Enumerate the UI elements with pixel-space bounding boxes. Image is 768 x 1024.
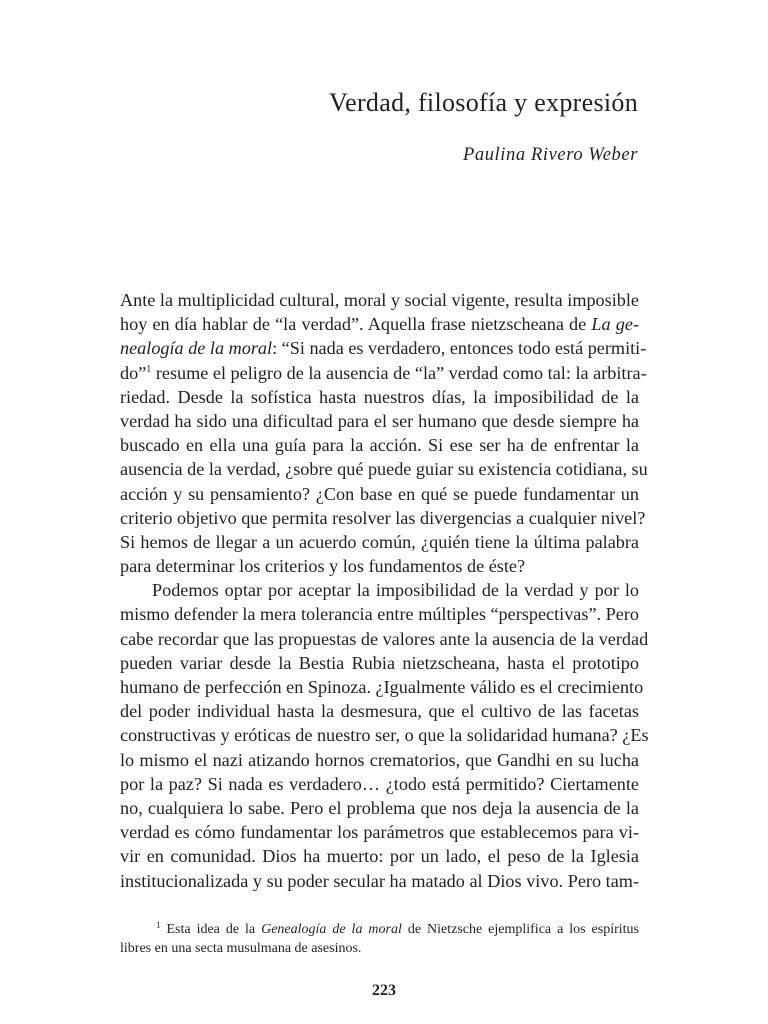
text-line (120, 772, 639, 796)
text-run: riedad. Desde la sofística hasta nuestros días, la imposibilidad de la (120, 386, 639, 407)
text-line (120, 336, 647, 360)
text-line (120, 820, 639, 844)
text-line (120, 675, 644, 699)
italic-text: Genealogía de la moral (261, 922, 402, 937)
text-run: cabe recordar que las propuestas de valores ante la ausencia de la verdad (120, 628, 649, 649)
text-run: Ante la multiplicidad cultural, moral y social vigente, resulta imposible (120, 290, 639, 310)
text-run: mismo defender la mera tolerancia entre múltiples “perspectivas”. Pero (120, 604, 639, 625)
text-run: do” (120, 362, 147, 383)
text-line (120, 409, 639, 433)
text-line (120, 651, 639, 675)
text-run: constructivas y eróticas de nuestro ser, o que la solidaridad humana? ¿Es (120, 725, 649, 746)
text-line (120, 361, 647, 385)
footnote-reference: 1 (146, 363, 152, 375)
text-line (120, 844, 639, 868)
text-run: humano de perfección en Spinoza. ¿Igualmente válido es el crecimiento (120, 677, 644, 697)
italic-text: La ge- (591, 314, 640, 335)
footnote-line (120, 939, 639, 958)
text-line (120, 578, 639, 602)
text-run: resume el peligro de la ausencia de “la” verdad como tal: la arbitra- (151, 362, 647, 383)
text-run: hoy en día hablar de “la verdad”. Aquella frase nietzscheana de (120, 314, 592, 335)
text-run: para determinar los criterios y los fundamentos de éste? (120, 556, 526, 577)
page-number: 223 (372, 982, 396, 999)
chapter-title: Verdad, filosofía y expresión (328, 88, 638, 117)
body-text (120, 288, 649, 893)
text-line (120, 457, 648, 481)
text-line (120, 482, 639, 506)
text-run: institucionalizada y su poder secular ha matado al Dios vivo. Pero tam- (120, 870, 639, 891)
text-line (120, 530, 639, 554)
text-line (120, 869, 639, 893)
text-run: Podemos optar por aceptar la imposibilidad de la verdad y por lo (152, 580, 639, 601)
text-line (120, 554, 639, 578)
text-run: verdad ha sido una dificultad para el ser humano que desde siempre ha (120, 410, 639, 431)
text-run: criterio objetivo que permita resolver las divergencias a cualquier nivel? (120, 507, 646, 528)
text-run: lo mismo el nazi atizando hornos crematorios, que Gandhi en su lucha (120, 749, 639, 770)
text-run: por la paz? Si nada es verdadero… ¿todo está permitido? Ciertamente (120, 773, 639, 794)
text-line (120, 433, 639, 457)
footnote-number: 1 (156, 920, 161, 930)
text-line (120, 385, 639, 409)
text-line (120, 699, 639, 723)
author-name: Paulina Rivero Weber (462, 145, 638, 165)
text-run: vir en comunidad. Dios ha muerto: por un lado, el peso de la Iglesia (120, 846, 639, 867)
text-line (120, 723, 649, 747)
text-line (120, 506, 646, 530)
text-line (120, 602, 639, 626)
text-run: ausencia de la verdad, ¿sobre qué puede guiar su existencia cotidiana, su (120, 459, 648, 480)
text-line (120, 312, 639, 336)
italic-text: nealogía de la moral (120, 338, 273, 359)
text-line (120, 748, 639, 772)
text-line (120, 288, 639, 312)
text-line (120, 627, 649, 651)
text-run: del poder individual hasta la desmesura, que el cultivo de las facetas (120, 701, 639, 722)
text-line (120, 796, 639, 820)
text-run: libres en una secta musulmana de asesinos. (120, 941, 362, 956)
text-run: pueden variar desde la Bestia Rubia nietzscheana, hasta el prototipo (120, 652, 639, 673)
text-run: buscado en ella una guía para la acción. Si ese ser ha de enfrentar la (120, 435, 639, 456)
text-run: acción y su pensamiento? ¿Con base en qué se puede fundamentar un (120, 483, 639, 504)
text-run: verdad es cómo fundamentar los parámetros que establecemos para vi- (120, 822, 639, 843)
text-run: : “Si nada es verdadero, entonces todo está permiti- (272, 338, 647, 359)
footnote (120, 920, 639, 958)
text-run: no, cualquiera lo sabe. Pero el problema que nos deja la ausencia de la (120, 797, 639, 818)
text-run: Esta idea de la (166, 922, 262, 937)
text-run: de Nietzsche ejemplifica a los espíritus (401, 922, 639, 937)
footnote-line (120, 920, 639, 939)
text-run: Si hemos de llegar a un acuerdo común, ¿quién tiene la última palabra (120, 531, 639, 552)
